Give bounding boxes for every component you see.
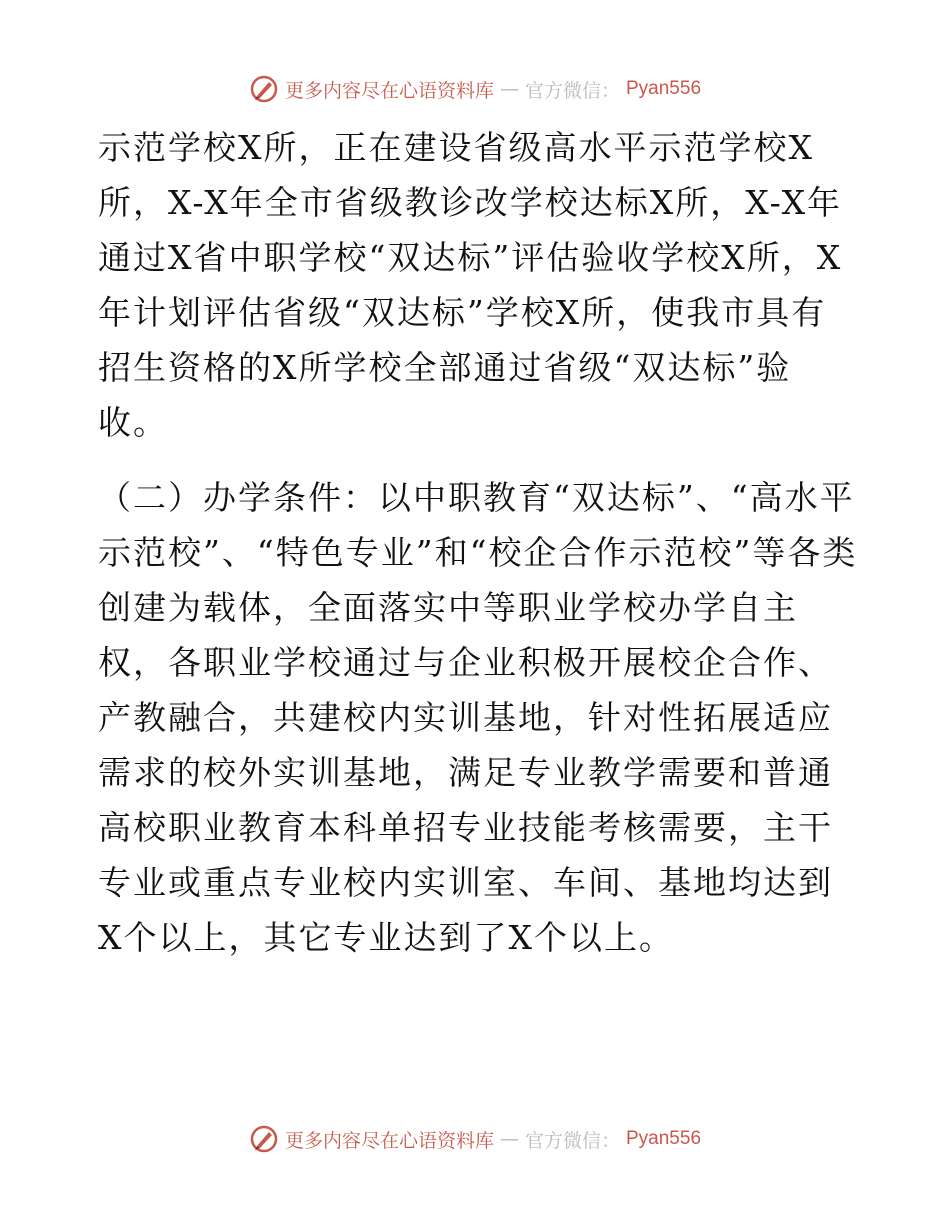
watermark-label: 官方微信：	[524, 79, 620, 102]
watermark-separator: —	[499, 78, 519, 100]
watermark-text: 更多内容尽在心语资料库	[284, 1129, 494, 1152]
body-paragraph: （二）办学条件：以中职教育“双达标”、“高水平示范校”、“特色专业”和“校企合作示范校”等各类创建为载体，全面落实中等职业学校办学自主权，各职业学校通过与企业积极开展校企合作、产教融合，共建校内实训基地，针对性拓展适应需求的校外实训基地，满足专业教学需要和普通高校职业教育本科单招专业技能考核需要，主干专业或重点专业校内实训室、车间、基地均达到X个以上，其它专业达到了X个以上。	[98, 478, 858, 957]
pen-logo-icon	[249, 1124, 279, 1154]
watermark-account: Pyan556	[626, 78, 702, 99]
watermark-separator: —	[499, 1128, 519, 1150]
watermark-text: 更多内容尽在心语资料库	[284, 79, 494, 102]
header-watermark	[0, 74, 950, 104]
document-body	[98, 120, 858, 965]
pen-logo-icon	[249, 74, 279, 104]
body-paragraph: 示范学校X所，正在建设省级高水平示范学校X所，X-X年全市省级教诊改学校达标X所，X-X年通过X省中职学校“双达标”评估验收学校X所，X年计划评估省级“双达标”学校X所，使我市具有招生资格的X所学校全部通过省级“双达标”验收。	[98, 128, 843, 442]
footer-watermark	[0, 1124, 950, 1154]
watermark-account: Pyan556	[626, 1128, 702, 1149]
watermark-label: 官方微信：	[524, 1129, 620, 1152]
